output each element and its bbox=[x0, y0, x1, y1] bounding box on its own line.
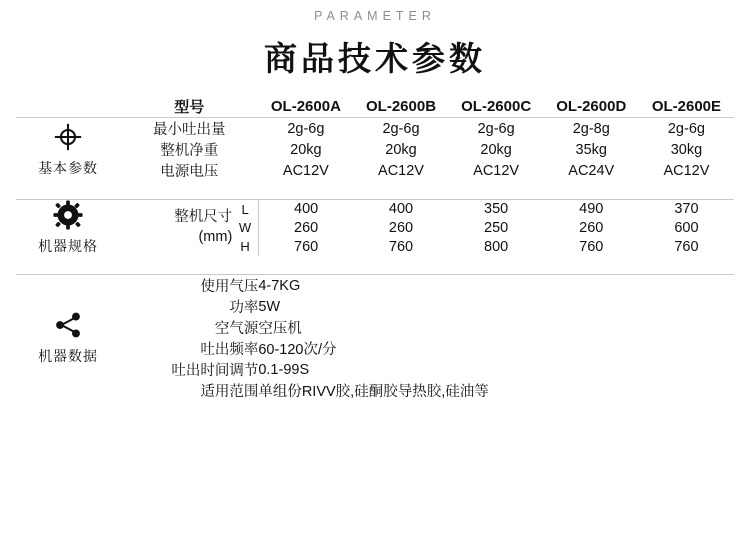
cell-value: 400 bbox=[388, 201, 414, 218]
group-icon-cell-spec bbox=[16, 200, 120, 256]
table-row bbox=[16, 275, 734, 296]
cell-value: 490 bbox=[579, 201, 604, 218]
cell-value: 760 bbox=[388, 238, 414, 255]
row-label-application: 适用范围 bbox=[200, 384, 259, 400]
header-model-1: OL-2600B bbox=[366, 98, 437, 115]
cell-value: 20kg bbox=[290, 141, 322, 158]
row-label-air-source: 空气源 bbox=[214, 321, 259, 337]
cell-value: 260 bbox=[388, 219, 414, 236]
row-label-dimensions bbox=[120, 200, 232, 256]
row-label-voltage: 电源电压 bbox=[160, 164, 219, 180]
cell-value: AC12V bbox=[473, 162, 520, 179]
cell-value: 760 bbox=[579, 238, 604, 255]
cell-value: AC12V bbox=[663, 162, 710, 179]
cell-value: 600 bbox=[674, 219, 699, 236]
group-gap bbox=[16, 256, 734, 274]
dimension-axis-l: L bbox=[241, 201, 249, 217]
table-row bbox=[16, 160, 734, 181]
gear-icon bbox=[53, 200, 83, 230]
cell-value: 空压机 bbox=[258, 321, 302, 337]
cell-value: 4-7KG bbox=[258, 277, 301, 294]
cell-value: 35kg bbox=[575, 141, 607, 158]
cell-value: 760 bbox=[258, 237, 353, 256]
cell-value: 5W bbox=[258, 298, 281, 315]
crosshair-icon bbox=[53, 122, 83, 152]
cell-value: 760 bbox=[674, 238, 699, 255]
page-eyebrow: PARAMETER bbox=[314, 9, 436, 23]
cell-value: 20kg bbox=[480, 141, 512, 158]
header-model-0: OL-2600A bbox=[270, 98, 341, 115]
dimensions-label-line2: (mm) bbox=[198, 229, 233, 245]
table-header-row bbox=[16, 96, 734, 117]
row-label-power: 功率 bbox=[229, 300, 259, 316]
header-model-2: OL-2600C bbox=[461, 98, 532, 115]
table-row bbox=[16, 118, 734, 139]
group-label-data: 机器数据 bbox=[38, 348, 99, 364]
cell-value: 2g-6g bbox=[667, 120, 705, 137]
header-model-3: OL-2600D bbox=[556, 98, 627, 115]
table-row bbox=[16, 359, 734, 380]
cell-value: AC24V bbox=[568, 162, 615, 179]
row-label-frequency: 吐出频率 bbox=[200, 342, 259, 358]
cell-value: 2g-6g bbox=[477, 120, 515, 137]
cell-value: 30kg bbox=[670, 141, 703, 158]
cell-value: 370 bbox=[674, 201, 699, 218]
table-row bbox=[16, 139, 734, 160]
page-title: 商品技术参数 bbox=[264, 40, 486, 77]
header-spacer bbox=[16, 96, 120, 117]
table-row bbox=[16, 317, 734, 338]
share-icon bbox=[53, 310, 83, 340]
cell-value: 20kg bbox=[385, 141, 417, 158]
header-model-label: 型号 bbox=[174, 99, 205, 116]
header-model-4: OL-2600E bbox=[651, 98, 722, 115]
cell-value: 800 bbox=[484, 238, 509, 255]
table-row bbox=[16, 296, 734, 317]
cell-value: 400 bbox=[258, 200, 353, 219]
table-row bbox=[16, 338, 734, 359]
cell-value: 2g-8g bbox=[572, 120, 610, 137]
dimension-axis-h: H bbox=[240, 239, 250, 255]
cell-value: 260 bbox=[258, 219, 353, 238]
group-gap bbox=[16, 181, 734, 199]
cell-value: AC12V bbox=[282, 162, 329, 179]
table-row bbox=[16, 200, 734, 219]
cell-value: 260 bbox=[579, 219, 604, 236]
cell-value: 60-120次/分 bbox=[258, 342, 337, 358]
cell-value: 2g-6g bbox=[287, 120, 325, 137]
group-label-basic: 基本参数 bbox=[38, 159, 99, 176]
row-label-time-adjust: 吐出时间调节 bbox=[171, 363, 259, 379]
cell-value: 2g-6g bbox=[382, 120, 420, 137]
cell-value: 250 bbox=[484, 219, 509, 236]
group-icon-cell-data bbox=[16, 275, 120, 401]
group-label-spec: 机器规格 bbox=[38, 238, 99, 254]
table-row bbox=[16, 380, 734, 401]
dimension-axis-w: W bbox=[238, 220, 252, 236]
specification-table bbox=[16, 96, 734, 401]
row-label-air-pressure: 使用气压 bbox=[200, 279, 259, 295]
row-label-min-output: 最小吐出量 bbox=[152, 122, 226, 138]
group-icon-cell-basic bbox=[16, 118, 120, 181]
cell-value: 单组份RIVV胶,硅酮胶导热胶,硅油等 bbox=[258, 384, 489, 400]
row-label-net-weight: 整机净重 bbox=[160, 143, 219, 159]
cell-value: 350 bbox=[484, 201, 509, 218]
dimensions-label-line1: 整机尺寸 bbox=[174, 209, 233, 226]
cell-value: 0.1-99S bbox=[258, 361, 310, 378]
cell-value: AC12V bbox=[378, 162, 424, 179]
